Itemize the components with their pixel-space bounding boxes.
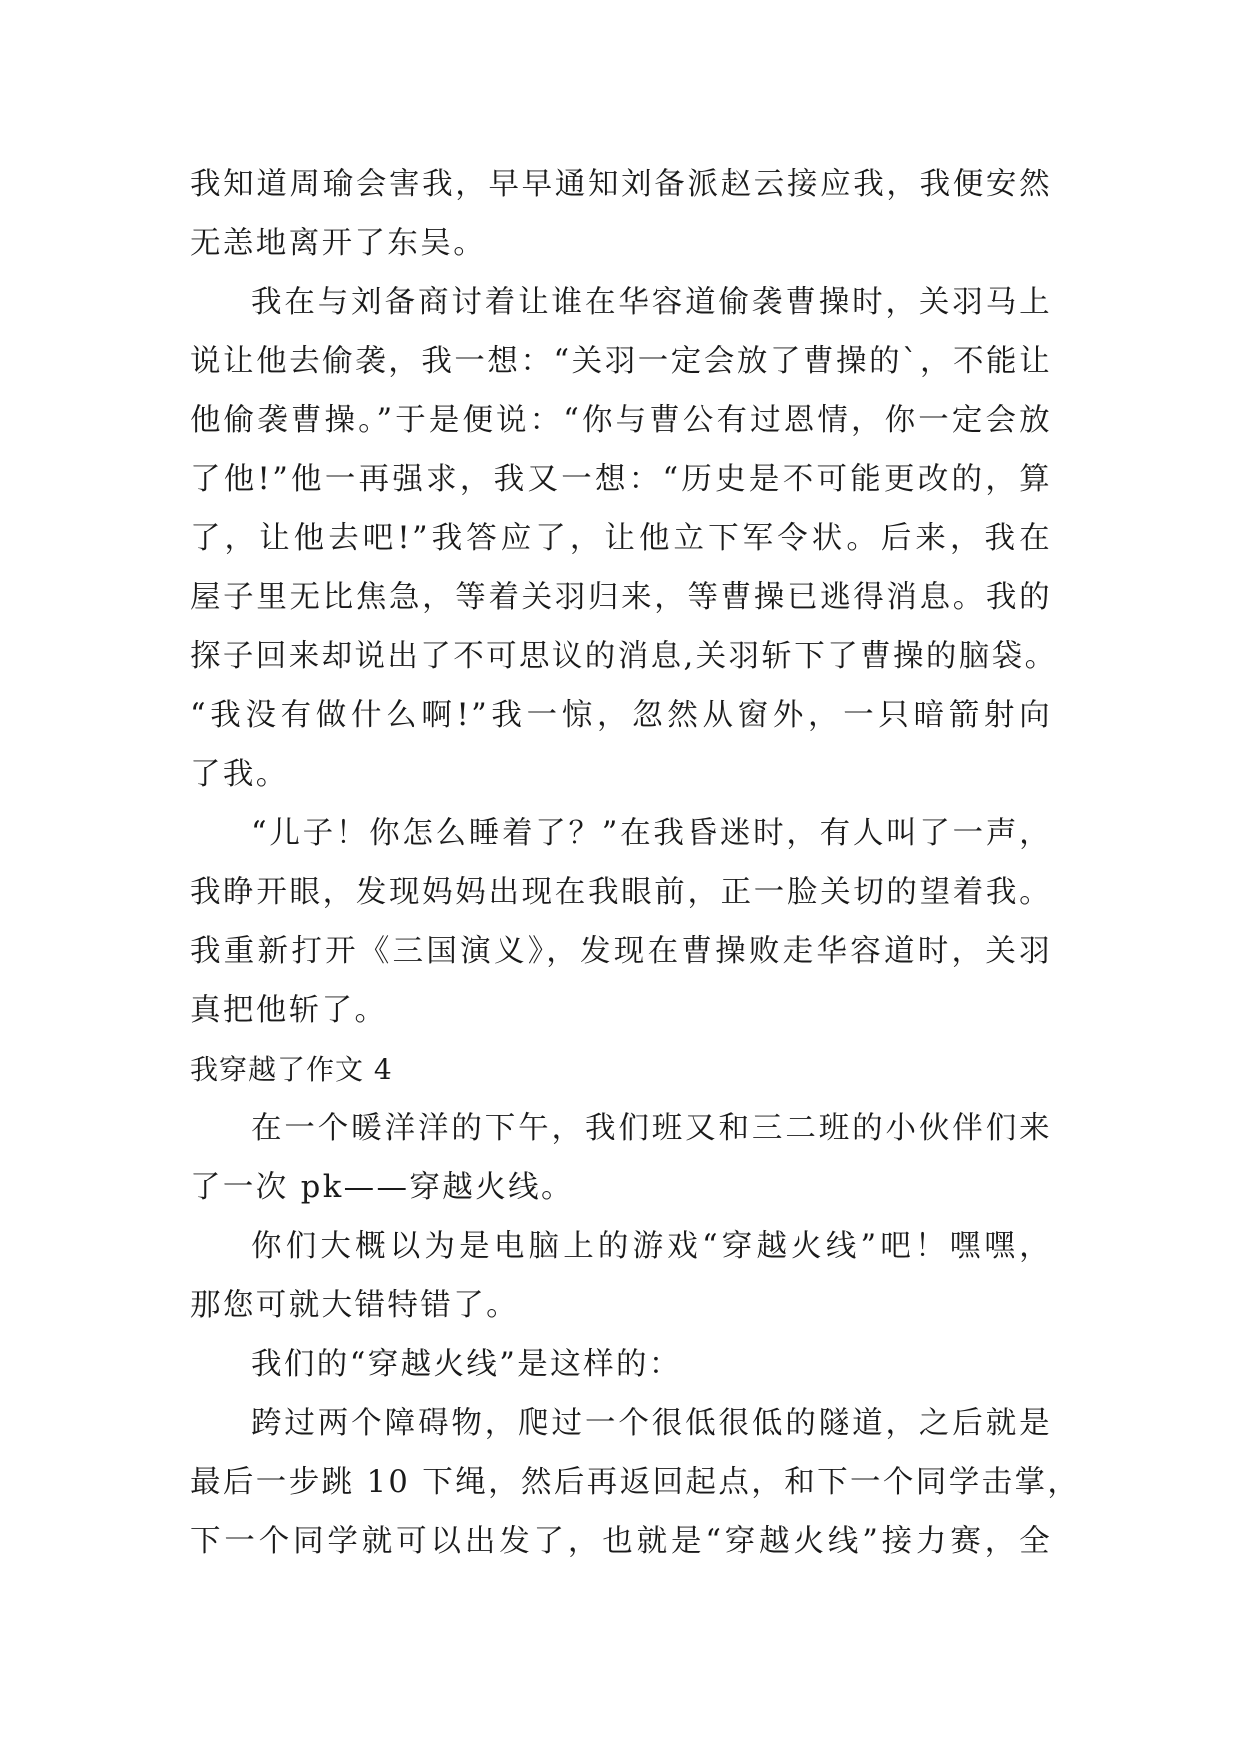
text-line: 他偷袭曹操。”于是便说：“你与曹公有过恩情，你一定会放 (190, 403, 1052, 438)
document-body (190, 155, 1081, 1571)
section-heading: 我穿越了作文 4 (190, 1053, 393, 1086)
text-line: “我没有做什么啊!”我一惊，忽然从窗外，一只暗箭射向 (190, 698, 1052, 733)
text-line: 屋子里无比焦急，等着关羽归来，等曹操已逃得消息。我的 (190, 580, 1052, 615)
text-line: 了一次 pk——穿越火线。 (190, 1170, 574, 1205)
text-line: 探子回来却说出了不可思议的消息,关羽斩下了曹操的脑袋。 (190, 639, 1058, 674)
text-line: 最后一步跳 10 下绳，然后再返回起点，和下一个同学击掌， (190, 1465, 1081, 1500)
text-line: 下一个同学就可以出发了，也就是“穿越火线”接力赛，全 (190, 1524, 1052, 1559)
text-line: 说让他去偷袭，我一想：“关羽一定会放了曹操的`，不能让 (190, 344, 1052, 379)
text-line: 那您可就大错特错了。 (190, 1288, 519, 1323)
text-line: 我知道周瑜会害我，早早通知刘备派赵云接应我，我便安然 (190, 167, 1052, 202)
text-line: 我在与刘备商讨着让谁在华容道偷袭曹操时，关羽马上 (251, 285, 1052, 320)
text-line: 你们大概以为是电脑上的游戏“穿越火线”吧！嘿嘿， (251, 1229, 1052, 1264)
text-line: 无恙地离开了东吴。 (190, 226, 487, 261)
text-line: 了我。 (190, 757, 289, 792)
text-line: 真把他斩了。 (190, 993, 388, 1028)
text-line: 我重新打开《三国演义》，发现在曹操败走华容道时，关羽 (190, 934, 1052, 969)
text-line: 我睁开眼，发现妈妈出现在我眼前，正一脸关切的望着我。 (190, 875, 1052, 910)
text-line: 跨过两个障碍物，爬过一个很低很低的隧道，之后就是 (251, 1406, 1052, 1441)
text-line: 在一个暖洋洋的下午，我们班又和三二班的小伙伴们来 (251, 1111, 1052, 1146)
text-line: 了他!”他一再强求，我又一想：“历史是不可能更改的，算 (190, 462, 1052, 497)
text-line: “儿子！你怎么睡着了？”在我昏迷时，有人叫了一声， (251, 816, 1052, 851)
text-line: 了，让他去吧!”我答应了，让他立下军令状。后来，我在 (190, 521, 1052, 556)
text-line: 我们的“穿越火线”是这样的： (251, 1347, 682, 1382)
